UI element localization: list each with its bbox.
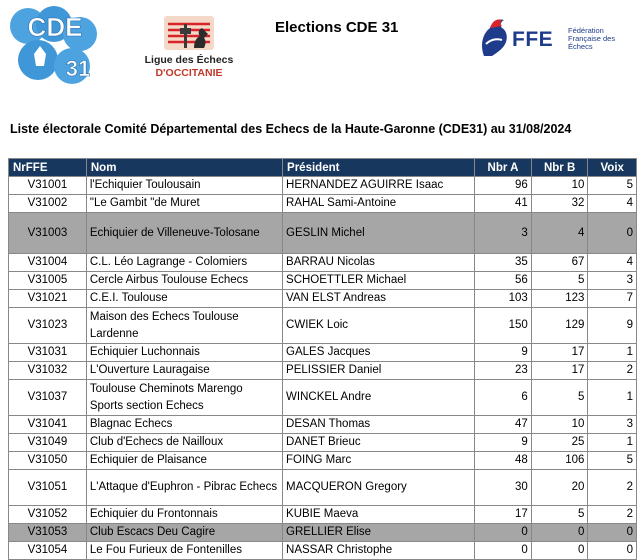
nbr-a-cell: 3	[475, 213, 532, 254]
rooster-icon	[476, 14, 512, 60]
club-code-cell: V31052	[9, 506, 87, 524]
nbr-a-cell: 56	[475, 272, 532, 290]
president-cell: VAN ELST Andreas	[283, 290, 475, 308]
club-code-cell: V31005	[9, 272, 87, 290]
club-code-cell: V31051	[9, 470, 87, 506]
nbr-b-cell: 4	[531, 213, 588, 254]
table-row	[9, 308, 637, 344]
nbr-a-cell: 0	[475, 542, 532, 560]
nbr-b-cell: 10	[531, 416, 588, 434]
nbr-b-cell: 129	[531, 308, 588, 344]
president-cell: BARRAU Nicolas	[283, 254, 475, 272]
ligue-emblem-icon	[130, 12, 248, 54]
president-cell: NASSAR Christophe	[283, 542, 475, 560]
nbr-b-cell: 20	[531, 470, 588, 506]
table-row	[9, 380, 637, 416]
nbr-a-cell: 9	[475, 344, 532, 362]
column-header-nrffe: NrFFE	[9, 159, 87, 177]
club-name-cell: Echiquier Luchonnais	[86, 344, 282, 362]
club-code-cell: V31023	[9, 308, 87, 344]
nbr-a-cell: 6	[475, 380, 532, 416]
list-subtitle: Liste électorale Comité Départemental des Echecs de la Haute-Garonne (CDE31) au 31/08/2024	[10, 122, 572, 136]
page-title: Elections CDE 31	[275, 19, 399, 36]
cde31-logo	[8, 4, 102, 86]
club-name-cell: C.L. Léo Lagrange - Colomiers	[86, 254, 282, 272]
president-cell: GESLIN Michel	[283, 213, 475, 254]
president-cell: CWIEK Loic	[283, 308, 475, 344]
club-name-cell: C.E.I. Toulouse	[86, 290, 282, 308]
club-name-cell: "Le Gambit "de Muret	[86, 195, 282, 213]
club-name-cell: Echiquier de Villeneuve-Tolosane	[86, 213, 282, 254]
table-row	[9, 272, 637, 290]
column-header-voix: Voix	[588, 159, 637, 177]
club-name-cell: l'Echiquier Toulousain	[86, 177, 282, 195]
table-row	[9, 290, 637, 308]
column-header-nbr-a: Nbr A	[475, 159, 532, 177]
nbr-b-cell: 67	[531, 254, 588, 272]
table-row	[9, 416, 637, 434]
club-code-cell: V31021	[9, 290, 87, 308]
club-code-cell: V31002	[9, 195, 87, 213]
club-name-cell: Club d'Echecs de Nailloux	[86, 434, 282, 452]
ffe-logo-abbrev: FFE	[512, 28, 554, 51]
president-cell: WINCKEL Andre	[283, 380, 475, 416]
ligue-occitanie-logo	[130, 12, 248, 80]
club-name-cell: Blagnac Echecs	[86, 416, 282, 434]
nbr-b-cell: 0	[531, 542, 588, 560]
voix-cell: 3	[588, 416, 637, 434]
voix-cell: 2	[588, 470, 637, 506]
table-row	[9, 434, 637, 452]
president-cell: DANET Brieuc	[283, 434, 475, 452]
table-row	[9, 524, 637, 542]
club-code-cell: V31050	[9, 452, 87, 470]
nbr-a-cell: 0	[475, 524, 532, 542]
nbr-b-cell: 32	[531, 195, 588, 213]
club-code-cell: V31004	[9, 254, 87, 272]
club-code-cell: V31001	[9, 177, 87, 195]
president-cell: PELISSIER Daniel	[283, 362, 475, 380]
nbr-b-cell: 106	[531, 452, 588, 470]
ligue-logo-name: Ligue des Échecs	[144, 54, 234, 66]
nbr-a-cell: 96	[475, 177, 532, 195]
voix-cell: 7	[588, 290, 637, 308]
table-row	[9, 177, 637, 195]
column-header-nbr-b: Nbr B	[531, 159, 588, 177]
club-code-cell: V31049	[9, 434, 87, 452]
voix-cell: 2	[588, 506, 637, 524]
club-name-cell: Maison des Echecs Toulouse Lardenne	[86, 308, 282, 344]
nbr-a-cell: 103	[475, 290, 532, 308]
nbr-b-cell: 123	[531, 290, 588, 308]
club-code-cell: V31037	[9, 380, 87, 416]
nbr-a-cell: 17	[475, 506, 532, 524]
column-header-nom: Nom	[86, 159, 282, 177]
club-code-cell: V31032	[9, 362, 87, 380]
voix-cell: 3	[588, 272, 637, 290]
voix-cell: 0	[588, 542, 637, 560]
club-name-cell: Club Escacs Deu Cagire	[86, 524, 282, 542]
nbr-a-cell: 47	[475, 416, 532, 434]
president-cell: HERNANDEZ AGUIRRE Isaac	[283, 177, 475, 195]
club-name-cell: L'Ouverture Lauragaise	[86, 362, 282, 380]
voix-cell: 0	[588, 213, 637, 254]
table-row	[9, 195, 637, 213]
club-name-cell: Le Fou Furieux de Fontenilles	[86, 542, 282, 560]
nbr-b-cell: 5	[531, 272, 588, 290]
nbr-a-cell: 30	[475, 470, 532, 506]
nbr-a-cell: 48	[475, 452, 532, 470]
club-code-cell: V31031	[9, 344, 87, 362]
table-row	[9, 254, 637, 272]
voix-cell: 5	[588, 452, 637, 470]
voix-cell: 0	[588, 524, 637, 542]
president-cell: DESAN Thomas	[283, 416, 475, 434]
table-row	[9, 344, 637, 362]
president-cell: GRELLIER Elise	[283, 524, 475, 542]
club-code-cell: V31003	[9, 213, 87, 254]
president-cell: GALES Jacques	[283, 344, 475, 362]
voix-cell: 5	[588, 177, 637, 195]
nbr-b-cell: 25	[531, 434, 588, 452]
voix-cell: 4	[588, 254, 637, 272]
page-header	[0, 0, 640, 90]
president-cell: SCHOETTLER Michael	[283, 272, 475, 290]
voix-cell: 4	[588, 195, 637, 213]
table-row	[9, 470, 637, 506]
table-header-row	[9, 159, 637, 177]
nbr-a-cell: 35	[475, 254, 532, 272]
club-code-cell: V31054	[9, 542, 87, 560]
nbr-b-cell: 17	[531, 362, 588, 380]
nbr-a-cell: 9	[475, 434, 532, 452]
electoral-list-table	[8, 158, 637, 560]
voix-cell: 1	[588, 380, 637, 416]
voix-cell: 9	[588, 308, 637, 344]
club-code-cell: V31053	[9, 524, 87, 542]
club-name-cell: Cercle Airbus Toulouse Echecs	[86, 272, 282, 290]
ligue-logo-region: D'OCCITANIE	[155, 67, 223, 79]
table-row	[9, 506, 637, 524]
nbr-a-cell: 150	[475, 308, 532, 344]
voix-cell: 1	[588, 344, 637, 362]
club-name-cell: Echiquier de Plaisance	[86, 452, 282, 470]
table-row	[9, 362, 637, 380]
voix-cell: 2	[588, 362, 637, 380]
table-row	[9, 452, 637, 470]
nbr-b-cell: 17	[531, 344, 588, 362]
nbr-a-cell: 41	[475, 195, 532, 213]
table-body	[9, 177, 637, 560]
ffe-logo-fullname: Fédération Française des Échecs	[568, 26, 616, 51]
president-cell: MACQUERON Gregory	[283, 470, 475, 506]
nbr-b-cell: 5	[531, 506, 588, 524]
cde-logo-number: 31	[65, 56, 91, 81]
club-name-cell: L'Attaque d'Euphron - Pibrac Echecs	[86, 470, 282, 506]
president-cell: KUBIE Maeva	[283, 506, 475, 524]
column-header-president: Président	[283, 159, 475, 177]
club-name-cell: Echiquier du Frontonnais	[86, 506, 282, 524]
nbr-b-cell: 10	[531, 177, 588, 195]
ffe-logo	[476, 14, 636, 62]
voix-cell: 1	[588, 434, 637, 452]
club-name-cell: Toulouse Cheminots Marengo Sports section Echecs	[86, 380, 282, 416]
nbr-b-cell: 0	[531, 524, 588, 542]
table-row	[9, 213, 637, 254]
club-code-cell: V31041	[9, 416, 87, 434]
president-cell: RAHAL Sami-Antoine	[283, 195, 475, 213]
cde-logo-text: CDE	[27, 12, 83, 42]
president-cell: FOING Marc	[283, 452, 475, 470]
nbr-a-cell: 23	[475, 362, 532, 380]
nbr-b-cell: 5	[531, 380, 588, 416]
